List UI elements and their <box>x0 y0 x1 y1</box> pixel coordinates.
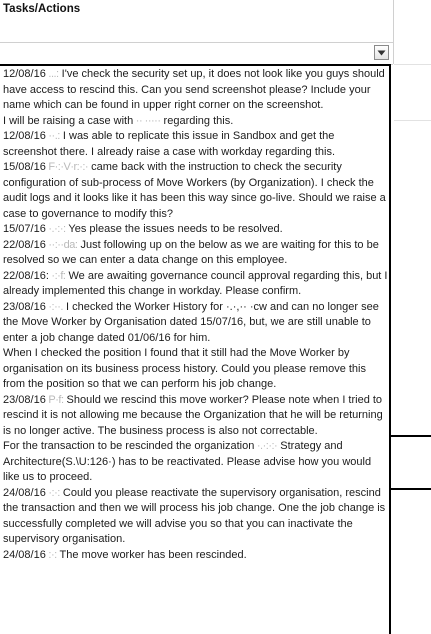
entry-text: I was able to replicate this issue in Sandbox and get the screenshot there. I already raise a case with workday regarding this. <box>3 130 335 158</box>
entry-text: I checked the Worker History for ·.·,·· ·cw and can no longer see the Move Worker by Organisation dated 15/07/16, but, we are still unable to enter a job change dated 01/06/16 for him. <box>3 300 379 344</box>
selection-edge <box>391 435 431 437</box>
entry-date: 24/08/16 <box>3 548 46 561</box>
redacted-name: ...: <box>45 68 59 80</box>
log-entry <box>3 439 389 486</box>
entry-date: When I checked the position I found that it still had the Move Worker by organisation on its business process history. Could you please remove this from the position so that we can perform his job change. <box>3 347 366 390</box>
log-entry <box>3 129 389 160</box>
entry-text: came back with the instruction to check the security configuration of sub-process of Move Workers (by Organization). I check the audit logs and it looks like it has been this way since go-live. Should we raise a case to governance to modify this? <box>3 161 386 220</box>
redacted-name: ·· ····· <box>133 114 161 127</box>
log-entry <box>3 222 389 238</box>
column-header-title: Tasks/Actions <box>3 3 81 15</box>
log-entry <box>3 486 389 548</box>
log-entry <box>3 300 389 347</box>
entry-text: Just following up on the below as we are waiting for this to be resolved so we can enter a data change on this employee. <box>3 238 379 266</box>
entry-date: 22/08/16: <box>3 269 49 282</box>
dropdown-arrow-icon <box>377 50 386 56</box>
log-entry <box>3 160 389 222</box>
redacted-name: ·.·:·:· <box>254 440 278 452</box>
log-entry <box>3 114 389 130</box>
redacted-name: ·:··. <box>45 300 63 313</box>
entry-text: Should we rescind this move worker? Please note when I tried to rescind it is not allowing me because the Organization that he will be returning is no longer active. The business process is also not correctable. <box>3 393 383 437</box>
entry-text: I've check the security set up, it does not look like you guys should have access to rescind this. Can you send screenshot please? Include your name which can be found in upper right corner on the screenshot. <box>3 68 385 111</box>
redacted-name: F·:·V·r:·:· <box>45 161 89 173</box>
entry-text: The move worker has been rescinded. <box>56 548 247 561</box>
autofilter-dropdown-button[interactable] <box>374 45 389 60</box>
redacted-name: :·: <box>45 548 57 561</box>
log-entry <box>3 393 389 440</box>
entry-date: 23/08/16 <box>3 393 46 406</box>
entry-date: 15/08/16 <box>3 161 46 173</box>
gridline <box>394 64 431 65</box>
selection-edge <box>391 488 431 490</box>
log-entry <box>3 346 389 393</box>
redacted-name: ·.·:·: <box>45 223 66 235</box>
entry-text: Strategy and Architecture(S.\U:126·) has to be reactivated. Please advise how you would like us to proceed. <box>3 440 372 483</box>
column-header[interactable] <box>0 0 394 42</box>
filter-row <box>0 43 393 65</box>
entry-date: For the transaction to be rescinded the organization <box>3 440 255 452</box>
entry-date: 23/08/16 <box>3 300 46 313</box>
gridline <box>394 120 431 121</box>
entry-date: 24/08/16 <box>3 486 46 499</box>
entry-text: We are awaiting governance council approval regarding this, but I already implemented this change in workday. Please confirm. <box>3 269 388 297</box>
entry-date: I will be raising a case with <box>3 114 134 127</box>
entry-text: regarding this. <box>160 114 234 127</box>
redacted-name: ··:··da: <box>45 238 78 251</box>
adjacent-column[interactable] <box>394 0 431 634</box>
log-entry <box>3 238 389 269</box>
log-entry <box>3 67 389 114</box>
redacted-name: P·f: <box>45 393 64 406</box>
redacted-name: ·:·: <box>45 486 60 499</box>
redacted-name: ·:·f: <box>48 269 66 282</box>
entry-date: 15/07/16 <box>3 223 46 235</box>
tasks-actions-cell[interactable] <box>0 64 391 634</box>
log-entry <box>3 269 389 300</box>
entry-text: Yes please the issues needs to be resolved. <box>65 223 283 235</box>
redacted-name: ··.: <box>45 130 60 142</box>
entry-text: Could you please reactivate the supervisory organisation, rescind the transaction and then we will process his job change. One the job change is successfully completed we will advise you so that you can inactivate the supervisory organisation. <box>3 486 386 545</box>
entry-date: 12/08/16 <box>3 68 46 80</box>
entry-date: 12/08/16 <box>3 130 46 142</box>
entry-date: 22/08/16 <box>3 238 46 251</box>
log-entry <box>3 548 389 564</box>
